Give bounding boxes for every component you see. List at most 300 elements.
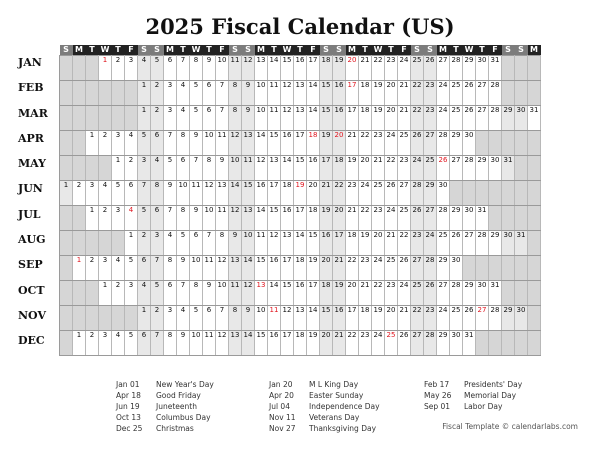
day-header: S — [333, 45, 346, 56]
empty-cell — [60, 256, 73, 281]
holiday-name: Independence Day — [309, 402, 380, 411]
day-cell: 5 — [151, 281, 164, 306]
day-cell: 10 — [190, 256, 203, 281]
day-cell: 8 — [177, 131, 190, 156]
day-cell: 10 — [216, 56, 229, 81]
day-cell: 21 — [346, 131, 359, 156]
day-cell: 19 — [372, 81, 385, 106]
day-cell: 27 — [437, 56, 450, 81]
day-cell: 15 — [255, 256, 268, 281]
holiday-date: Jun 19 — [116, 402, 140, 411]
day-cell: 12 — [229, 131, 242, 156]
month-row — [60, 56, 541, 81]
day-header: S — [60, 45, 73, 56]
day-cell: 13 — [242, 206, 255, 231]
day-cell: 10 — [255, 81, 268, 106]
empty-cell — [86, 281, 99, 306]
empty-cell — [515, 256, 528, 281]
month-label: JUL — [18, 207, 41, 221]
day-header: T — [294, 45, 307, 56]
day-cell: 10 — [255, 306, 268, 331]
empty-cell — [528, 131, 541, 156]
holiday-name: M L King Day — [309, 380, 359, 389]
day-cell: 23 — [359, 331, 372, 356]
day-cell: 2 — [138, 231, 151, 256]
empty-cell — [528, 81, 541, 106]
month-label: JAN — [18, 56, 42, 69]
day-cell: 22 — [411, 81, 424, 106]
day-cell: 9 — [242, 106, 255, 131]
day-cell: 6 — [203, 81, 216, 106]
day-header: F — [398, 45, 411, 56]
day-cell: 25 — [450, 81, 463, 106]
month-row — [60, 81, 541, 106]
day-cell: 18 — [294, 331, 307, 356]
empty-cell — [528, 256, 541, 281]
day-cell: 11 — [203, 331, 216, 356]
day-cell: 26 — [424, 281, 437, 306]
day-cell: 21 — [398, 81, 411, 106]
month-row — [60, 206, 541, 231]
day-header: T — [476, 45, 489, 56]
day-cell: 7 — [177, 281, 190, 306]
day-cell: 2 — [125, 156, 138, 181]
day-header-row — [60, 45, 541, 56]
day-cell: 1 — [86, 206, 99, 231]
day-cell: 2 — [99, 131, 112, 156]
day-cell: 14 — [294, 231, 307, 256]
month-label: NOV — [18, 308, 46, 322]
day-cell: 22 — [372, 281, 385, 306]
day-cell: 10 — [242, 231, 255, 256]
empty-cell — [476, 181, 489, 206]
day-cell: 4 — [125, 131, 138, 156]
day-cell: 4 — [112, 331, 125, 356]
empty-cell — [125, 81, 138, 106]
day-cell: 20 — [307, 181, 320, 206]
day-cell: 23 — [424, 106, 437, 131]
empty-cell — [112, 306, 125, 331]
day-cell: 15 — [281, 281, 294, 306]
day-cell: 10 — [229, 156, 242, 181]
empty-cell — [125, 306, 138, 331]
day-cell: 22 — [411, 106, 424, 131]
day-cell: 7 — [190, 156, 203, 181]
day-cell: 26 — [398, 331, 411, 356]
day-cell: 9 — [229, 231, 242, 256]
day-cell: 31 — [489, 56, 502, 81]
day-cell: 11 — [229, 281, 242, 306]
day-cell: 17 — [307, 56, 320, 81]
day-cell: 22 — [346, 256, 359, 281]
day-cell: 9 — [164, 181, 177, 206]
day-cell: 30 — [450, 331, 463, 356]
day-cell: 2 — [73, 181, 86, 206]
day-cell: 29 — [463, 281, 476, 306]
day-cell: 6 — [203, 106, 216, 131]
day-cell: 12 — [216, 256, 229, 281]
day-cell: 15 — [255, 331, 268, 356]
day-cell: 30 — [463, 206, 476, 231]
day-cell: 12 — [281, 306, 294, 331]
holiday-entry — [116, 401, 256, 412]
holiday-name: Veterans Day — [309, 413, 360, 422]
empty-cell — [528, 231, 541, 256]
day-cell: 4 — [112, 256, 125, 281]
day-cell: 3 — [138, 156, 151, 181]
day-cell: 14 — [307, 106, 320, 131]
day-cell: 3 — [151, 231, 164, 256]
holiday-date: Dec 25 — [116, 424, 143, 433]
day-cell: 29 — [437, 256, 450, 281]
day-cell: 26 — [385, 181, 398, 206]
day-cell: 16 — [320, 231, 333, 256]
day-cell: 9 — [242, 81, 255, 106]
day-cell: 28 — [437, 131, 450, 156]
day-cell: 28 — [476, 231, 489, 256]
day-cell: 17 — [307, 281, 320, 306]
day-header: M — [437, 45, 450, 56]
calendar-grid — [59, 45, 541, 356]
day-cell: 22 — [346, 331, 359, 356]
day-cell: 15 — [320, 106, 333, 131]
day-header: T — [450, 45, 463, 56]
day-cell: 14 — [281, 156, 294, 181]
day-header: M — [255, 45, 268, 56]
holiday-entry — [269, 379, 409, 390]
empty-cell — [515, 281, 528, 306]
day-header: F — [489, 45, 502, 56]
day-header: F — [307, 45, 320, 56]
day-cell: 17 — [294, 206, 307, 231]
day-cell: 18 — [346, 231, 359, 256]
day-cell: 1 — [125, 231, 138, 256]
day-cell: 17 — [268, 181, 281, 206]
day-header: M — [164, 45, 177, 56]
month-row — [60, 231, 541, 256]
day-cell: 25 — [424, 156, 437, 181]
empty-cell — [60, 131, 73, 156]
empty-cell — [86, 56, 99, 81]
day-cell: 22 — [411, 306, 424, 331]
day-cell: 13 — [255, 56, 268, 81]
day-cell: 4 — [177, 306, 190, 331]
empty-cell — [515, 156, 528, 181]
day-cell: 7 — [164, 206, 177, 231]
day-cell: 21 — [333, 331, 346, 356]
empty-cell — [73, 231, 86, 256]
day-cell: 21 — [359, 281, 372, 306]
day-cell: 12 — [281, 81, 294, 106]
day-cell: 13 — [281, 231, 294, 256]
day-header: T — [385, 45, 398, 56]
day-cell: 13 — [268, 156, 281, 181]
day-cell: 6 — [151, 206, 164, 231]
day-cell: 7 — [216, 306, 229, 331]
day-cell: 24 — [437, 106, 450, 131]
empty-cell — [60, 281, 73, 306]
day-cell: 13 — [294, 106, 307, 131]
day-cell: 30 — [476, 56, 489, 81]
day-cell: 23 — [398, 156, 411, 181]
day-cell: 16 — [333, 106, 346, 131]
empty-cell — [86, 81, 99, 106]
day-cell: 13 — [242, 131, 255, 156]
month-label: MAR — [18, 106, 48, 120]
holiday-name: Juneteenth — [156, 402, 197, 411]
day-cell: 16 — [307, 156, 320, 181]
holiday-name: Presidents' Day — [464, 380, 523, 389]
day-cell: 28 — [489, 106, 502, 131]
day-cell: 25 — [398, 131, 411, 156]
empty-cell — [515, 56, 528, 81]
day-cell: 3 — [99, 331, 112, 356]
month-row — [60, 281, 541, 306]
day-cell: 6 — [203, 306, 216, 331]
day-cell: 10 — [203, 131, 216, 156]
day-cell: 11 — [216, 206, 229, 231]
day-cell: 5 — [190, 306, 203, 331]
day-cell: 22 — [333, 181, 346, 206]
empty-cell — [60, 156, 73, 181]
day-cell: 26 — [411, 206, 424, 231]
holiday-entry — [269, 390, 409, 401]
day-cell: 11 — [255, 231, 268, 256]
empty-cell — [502, 81, 515, 106]
empty-cell — [515, 181, 528, 206]
empty-cell — [515, 206, 528, 231]
day-cell: 5 — [125, 256, 138, 281]
day-cell: 26 — [463, 306, 476, 331]
day-cell: 3 — [112, 206, 125, 231]
day-cell: 2 — [151, 106, 164, 131]
day-cell: 15 — [242, 181, 255, 206]
empty-cell — [112, 81, 125, 106]
day-cell: 21 — [398, 306, 411, 331]
day-cell: 9 — [177, 256, 190, 281]
month-label: DEC — [18, 334, 45, 348]
empty-cell — [502, 256, 515, 281]
day-cell: 1 — [138, 106, 151, 131]
day-cell: 10 — [203, 206, 216, 231]
day-cell: 18 — [359, 306, 372, 331]
empty-cell — [73, 281, 86, 306]
day-cell: 21 — [320, 181, 333, 206]
holiday-date: Jul 04 — [269, 402, 290, 411]
day-cell: 1 — [60, 181, 73, 206]
empty-cell — [476, 331, 489, 356]
day-cell: 16 — [281, 206, 294, 231]
empty-cell — [515, 81, 528, 106]
day-header: W — [99, 45, 112, 56]
empty-cell — [73, 81, 86, 106]
day-cell: 13 — [229, 331, 242, 356]
holiday-list-3 — [424, 379, 564, 412]
day-cell: 15 — [281, 56, 294, 81]
day-cell: 3 — [125, 281, 138, 306]
day-cell: 9 — [203, 56, 216, 81]
day-cell: 5 — [125, 331, 138, 356]
day-header: S — [502, 45, 515, 56]
day-cell: 9 — [190, 131, 203, 156]
day-header: W — [190, 45, 203, 56]
day-cell: 29 — [450, 131, 463, 156]
holiday-date: Sep 01 — [424, 402, 451, 411]
holiday-list-1 — [116, 379, 256, 434]
empty-cell — [502, 206, 515, 231]
holiday-entry — [116, 412, 256, 423]
empty-cell — [463, 181, 476, 206]
holiday-entry — [269, 423, 409, 434]
footer-credit: Fiscal Template © calendarlabs.com — [442, 422, 578, 431]
day-cell: 3 — [164, 106, 177, 131]
holiday-date: Feb 17 — [424, 380, 450, 389]
day-cell: 20 — [385, 81, 398, 106]
day-header: T — [112, 45, 125, 56]
day-cell: 7 — [138, 181, 151, 206]
day-cell: 18 — [281, 181, 294, 206]
day-cell: 19 — [294, 181, 307, 206]
day-header: M — [346, 45, 359, 56]
month-labels — [18, 56, 48, 360]
day-cell: 3 — [112, 131, 125, 156]
day-cell: 20 — [372, 231, 385, 256]
day-cell: 21 — [372, 156, 385, 181]
holiday-name: Labor Day — [464, 402, 503, 411]
day-cell: 20 — [346, 281, 359, 306]
day-cell: 29 — [489, 231, 502, 256]
day-cell: 13 — [294, 81, 307, 106]
day-cell: 12 — [255, 156, 268, 181]
day-cell: 16 — [255, 181, 268, 206]
day-cell: 7 — [203, 231, 216, 256]
day-cell: 31 — [476, 206, 489, 231]
day-cell: 31 — [502, 156, 515, 181]
day-cell: 18 — [320, 281, 333, 306]
empty-cell — [489, 206, 502, 231]
day-cell: 5 — [177, 231, 190, 256]
day-cell: 1 — [112, 156, 125, 181]
day-header: S — [411, 45, 424, 56]
day-cell: 26 — [463, 81, 476, 106]
day-cell: 19 — [307, 331, 320, 356]
day-cell: 2 — [99, 206, 112, 231]
month-row — [60, 256, 541, 281]
day-cell: 14 — [255, 131, 268, 156]
holiday-name: Good Friday — [156, 391, 201, 400]
day-header: F — [125, 45, 138, 56]
day-cell: 22 — [359, 206, 372, 231]
day-cell: 11 — [203, 256, 216, 281]
day-cell: 26 — [398, 256, 411, 281]
day-cell: 19 — [320, 206, 333, 231]
holiday-date: Nov 11 — [269, 413, 296, 422]
empty-cell — [99, 81, 112, 106]
day-cell: 24 — [385, 131, 398, 156]
day-cell: 19 — [333, 56, 346, 81]
day-cell: 2 — [151, 81, 164, 106]
empty-cell — [502, 131, 515, 156]
day-cell: 10 — [177, 181, 190, 206]
day-cell: 30 — [463, 131, 476, 156]
day-cell: 27 — [450, 156, 463, 181]
day-header: T — [268, 45, 281, 56]
holiday-name: Easter Sunday — [309, 391, 364, 400]
day-cell: 24 — [372, 331, 385, 356]
empty-cell — [60, 206, 73, 231]
day-cell: 7 — [164, 131, 177, 156]
day-cell: 16 — [268, 331, 281, 356]
empty-cell — [73, 106, 86, 131]
day-cell: 8 — [216, 231, 229, 256]
empty-cell — [528, 56, 541, 81]
day-cell: 24 — [372, 256, 385, 281]
day-cell: 18 — [333, 156, 346, 181]
day-cell: 22 — [398, 231, 411, 256]
day-cell: 23 — [424, 81, 437, 106]
day-cell: 22 — [359, 131, 372, 156]
day-cell: 27 — [437, 281, 450, 306]
day-cell: 27 — [411, 331, 424, 356]
empty-cell — [463, 256, 476, 281]
empty-cell — [73, 206, 86, 231]
day-cell: 7 — [151, 256, 164, 281]
day-cell: 22 — [385, 156, 398, 181]
empty-cell — [86, 156, 99, 181]
empty-cell — [112, 106, 125, 131]
day-cell: 7 — [216, 81, 229, 106]
day-cell: 6 — [177, 156, 190, 181]
day-cell: 28 — [463, 156, 476, 181]
empty-cell — [489, 131, 502, 156]
empty-cell — [99, 106, 112, 131]
day-cell: 8 — [177, 206, 190, 231]
empty-cell — [450, 181, 463, 206]
day-cell: 5 — [164, 156, 177, 181]
empty-cell — [489, 256, 502, 281]
day-cell: 23 — [346, 181, 359, 206]
day-cell: 6 — [164, 56, 177, 81]
day-cell: 29 — [463, 56, 476, 81]
day-cell: 20 — [320, 331, 333, 356]
day-cell: 4 — [125, 206, 138, 231]
empty-cell — [515, 331, 528, 356]
day-cell: 12 — [242, 56, 255, 81]
month-label: AUG — [18, 233, 46, 247]
day-cell: 8 — [229, 106, 242, 131]
day-cell: 9 — [242, 306, 255, 331]
day-cell: 8 — [190, 281, 203, 306]
month-row — [60, 331, 541, 356]
day-cell: 10 — [216, 281, 229, 306]
day-cell: 4 — [177, 106, 190, 131]
day-cell: 27 — [476, 306, 489, 331]
empty-cell — [99, 306, 112, 331]
day-header: T — [86, 45, 99, 56]
day-cell: 19 — [307, 256, 320, 281]
day-cell: 23 — [372, 206, 385, 231]
day-cell: 25 — [385, 331, 398, 356]
day-cell: 17 — [346, 306, 359, 331]
day-cell: 22 — [372, 56, 385, 81]
day-cell: 20 — [333, 131, 346, 156]
day-cell: 10 — [190, 331, 203, 356]
day-cell: 30 — [515, 106, 528, 131]
day-cell: 27 — [476, 106, 489, 131]
day-cell: 20 — [385, 106, 398, 131]
holiday-entry — [424, 379, 564, 390]
day-cell: 23 — [424, 306, 437, 331]
